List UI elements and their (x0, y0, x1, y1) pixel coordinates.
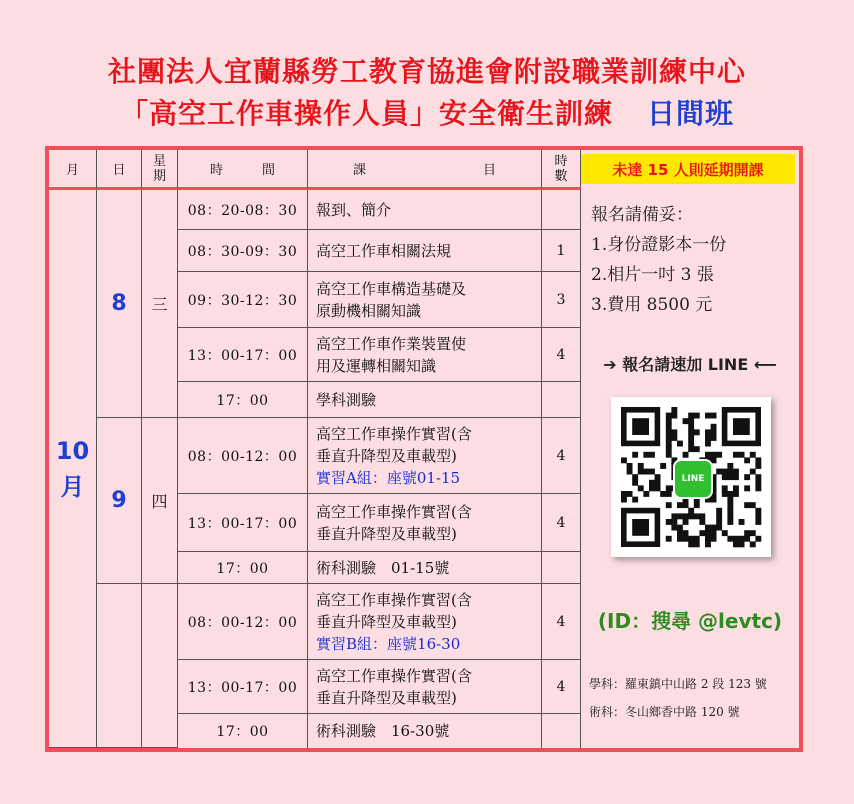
subject-line: 報到、簡介 (316, 200, 392, 219)
subject-cell (308, 584, 542, 660)
subject-line: 學科測驗 (316, 390, 377, 409)
page-title: 社團法人宜蘭縣勞工教育協進會附設職業訓練中心 (107, 55, 746, 88)
subject-line: 高空工作車構造基礎及 (316, 279, 467, 298)
time-cell: 17：00 (178, 714, 308, 748)
line-cta: ➔ 報名請速加 LINE ⟵ (603, 355, 777, 374)
time-cell: 08：00-12：00 (178, 418, 308, 494)
header-time: 時 間 (178, 150, 308, 190)
time-cell: 13：00-17：00 (178, 328, 308, 382)
hours-cell (542, 552, 581, 584)
header-subject: 課 目 (308, 150, 542, 190)
subject-line: 垂直升降型及車載型) (316, 688, 457, 707)
time-cell: 13：00-17：00 (178, 660, 308, 714)
subject-line: 術科測驗 16-30號 (316, 722, 450, 740)
day-cell-1: 8 (97, 190, 142, 418)
subject-line: 高空工作車作業裝置使 (316, 334, 467, 353)
weekday-cell-3 (142, 584, 178, 748)
weekday-cell-2: 四 (142, 418, 178, 584)
hours-cell: 4 (542, 494, 581, 552)
line-logo-text: LINE (681, 474, 705, 484)
hours-cell (542, 190, 581, 230)
time-cell: 17：00 (178, 382, 308, 418)
subject-cell (308, 190, 542, 230)
line-id: (ID：搜尋 @levtc) (597, 609, 783, 633)
course-title (0, 92, 854, 132)
day-cell-3 (97, 584, 142, 748)
time-cell: 08：00-12：00 (178, 584, 308, 660)
subject-line: 垂直升降型及車載型) (316, 524, 457, 543)
month-cell: 10月 (49, 190, 97, 748)
schedule-frame (45, 146, 803, 752)
subject-line: 術科測驗 01-15號 (316, 558, 450, 577)
hours-cell: 4 (542, 328, 581, 382)
subject-line: 高空工作車操作實習(含 (316, 666, 472, 685)
prep-title: 報名請備妥： (591, 205, 693, 225)
subject-line: 原動機相關知識 (316, 301, 422, 320)
subject-line: 高空工作車相關法規 (316, 241, 452, 260)
course-name: 「高空工作車操作人員」安全衛生訓練 (119, 97, 613, 130)
subject-cell (308, 272, 542, 328)
subject-line: 高空工作車操作實習(含 (316, 424, 472, 443)
subject-line: 垂直升降型及車載型) (316, 446, 457, 465)
hours-cell (542, 382, 581, 418)
time-cell: 09：30-12：30 (178, 272, 308, 328)
subject-line: 垂直升降型及車載型) (316, 612, 457, 631)
weekday-cell-1: 三 (142, 190, 178, 418)
header-weekday: 星期 (142, 150, 178, 190)
prep-item: 2.相片一吋 3 張 (591, 265, 714, 285)
subject-cell (308, 418, 542, 494)
hours-cell: 4 (542, 660, 581, 714)
hours-cell: 4 (542, 418, 581, 494)
group-note: 實習B組：座號16-30 (316, 634, 461, 653)
address-academic: 學科：羅東鎮中山路 2 段 123 號 (589, 677, 767, 691)
hours-cell: 4 (542, 584, 581, 660)
header-month: 月 (49, 150, 97, 190)
subject-cell (308, 660, 542, 714)
subject-cell (308, 382, 542, 418)
time-cell: 17：00 (178, 552, 308, 584)
time-cell: 13：00-17：00 (178, 494, 308, 552)
subject-cell (308, 230, 542, 272)
line-qr-code[interactable] (611, 397, 771, 557)
schedule-table (49, 150, 799, 748)
day-cell-2: 9 (97, 418, 142, 584)
prep-item: 1.身份證影本一份 (591, 235, 727, 255)
subject-line: 高空工作車操作實習(含 (316, 502, 472, 521)
line-logo-icon (673, 459, 713, 499)
subject-line: 用及運轉相關知識 (316, 356, 437, 375)
header-hours: 時數 (542, 150, 581, 190)
subject-cell (308, 552, 542, 584)
hours-cell: 1 (542, 230, 581, 272)
notice-badge: 未達 15 人則延期開課 (581, 154, 795, 184)
subject-cell (308, 494, 542, 552)
class-tag: 日間班 (647, 97, 735, 130)
info-panel (581, 190, 799, 748)
subject-cell (308, 714, 542, 748)
hours-cell: 3 (542, 272, 581, 328)
group-note: 實習A組：座號01-15 (316, 468, 461, 487)
header-day: 日 (97, 150, 142, 190)
prep-item: 3.費用 8500 元 (591, 295, 713, 315)
address-practical: 術科：冬山鄉香中路 120 號 (589, 705, 740, 719)
subject-line: 高空工作車操作實習(含 (316, 590, 472, 609)
time-cell: 08：30-09：30 (178, 230, 308, 272)
subject-cell (308, 328, 542, 382)
hours-cell (542, 714, 581, 748)
time-cell: 08：20-08：30 (178, 190, 308, 230)
